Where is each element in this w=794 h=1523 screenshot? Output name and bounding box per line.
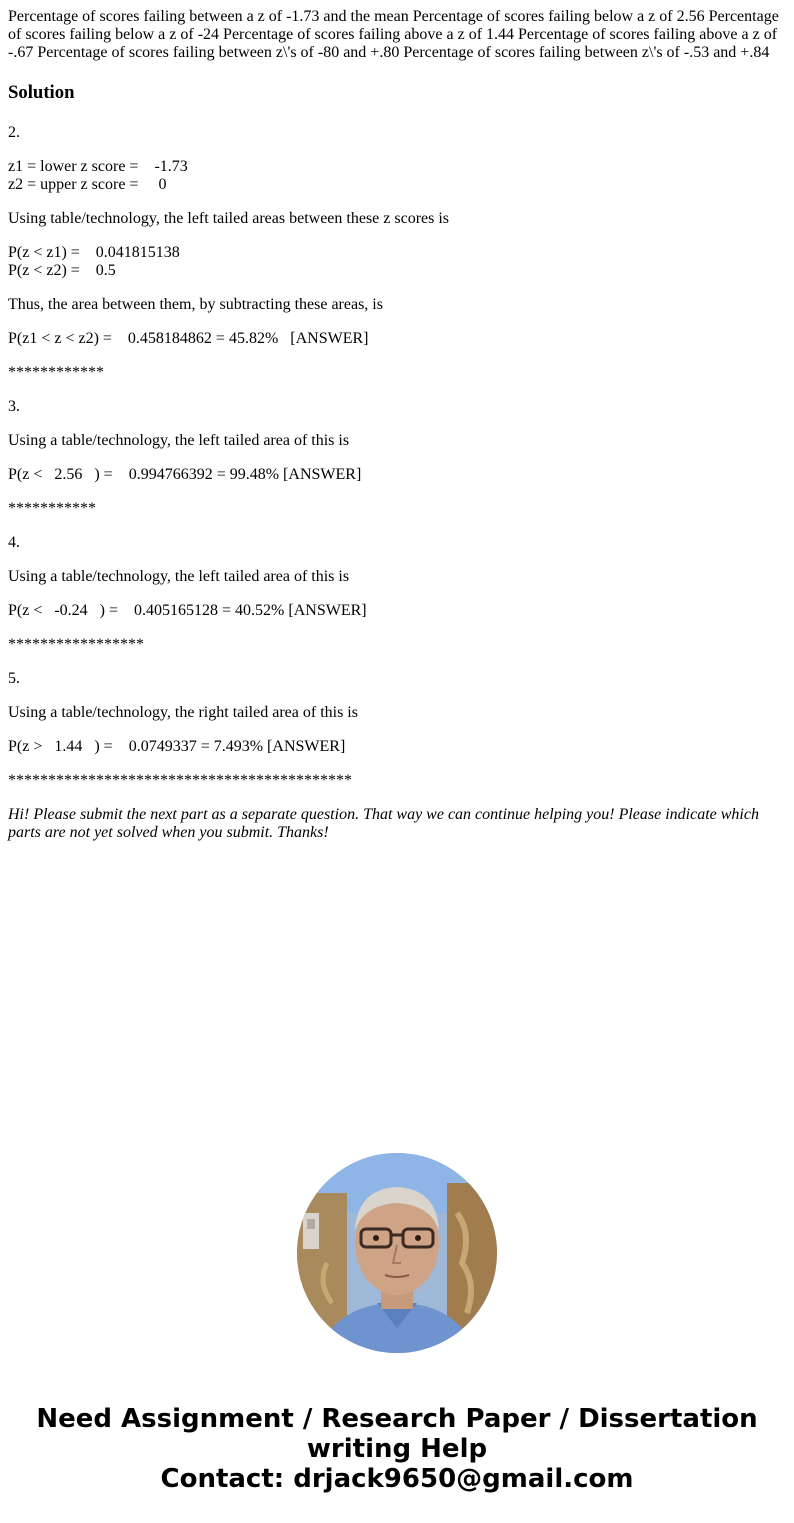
- z2-line: z2 = upper z score = 0: [8, 176, 167, 193]
- part-3-answer: P(z < 2.56 ) = 0.994766392 = 99.48% [ANSWER]: [8, 466, 362, 483]
- part-2-z-scores: [8, 158, 786, 194]
- solution-heading: Solution: [8, 82, 75, 103]
- contact-banner-line-1: Need Assignment / Research Paper / Dissertation: [36, 1404, 758, 1434]
- contact-banner: [0, 1404, 794, 1494]
- part-2-thus: Thus, the area between them, by subtracting these areas, is: [8, 296, 383, 313]
- part-2-answer: P(z1 < z < z2) = 0.458184862 = 45.82% [ANSWER]: [8, 330, 369, 347]
- part-3-number: 3.: [8, 398, 20, 415]
- part-3-separator: ***********: [8, 500, 96, 517]
- part-5-separator: *******************************************: [8, 772, 352, 789]
- part-2-intro: Using table/technology, the left tailed areas between these z scores is: [8, 210, 450, 227]
- author-avatar: [297, 1153, 497, 1353]
- part-3-intro: Using a table/technology, the left tailed area of this is: [8, 432, 350, 449]
- contact-email: Contact: drjack9650@gmail.com: [160, 1464, 634, 1494]
- part-2-number: 2.: [8, 124, 20, 141]
- part-2-separator: ************: [8, 364, 104, 381]
- part-5-number: 5.: [8, 670, 20, 687]
- question-text: Percentage of scores failing between a z of -1.73 and the mean Percentage of scores failing below a z of 2.56 Percentage of scores failing below a z of -24 Percentage of scores failing above a z of 1.44 Percentage of scores failing above a z of -.67 Percentage of scores failing between z\'s of -80 and +.80 Percentage of scores failing between z\'s of -.53 and +.84: [8, 8, 779, 61]
- document-body: [8, 8, 786, 858]
- part-5-answer: P(z > 1.44 ) = 0.0749337 = 7.493% [ANSWER]: [8, 738, 346, 755]
- part-5-intro: Using a table/technology, the right tailed area of this is: [8, 704, 358, 721]
- z1-line: z1 = lower z score = -1.73: [8, 158, 188, 175]
- part-4-separator: *****************: [8, 636, 144, 653]
- part-4-answer: P(z < -0.24 ) = 0.405165128 = 40.52% [ANSWER]: [8, 602, 367, 619]
- part-2-probabilities: [8, 244, 786, 280]
- p1-line: P(z < z1) = 0.041815138: [8, 244, 180, 261]
- closing-note: Hi! Please submit the next part as a separate question. That way we can continue helping you! Please indicate which parts are not yet solved when you submit. Thanks!: [8, 806, 759, 841]
- p2-line: P(z < z2) = 0.5: [8, 262, 116, 279]
- part-4-number: 4.: [8, 534, 20, 551]
- part-4-intro: Using a table/technology, the left tailed area of this is: [8, 568, 350, 585]
- contact-banner-line-2: writing Help: [306, 1434, 488, 1464]
